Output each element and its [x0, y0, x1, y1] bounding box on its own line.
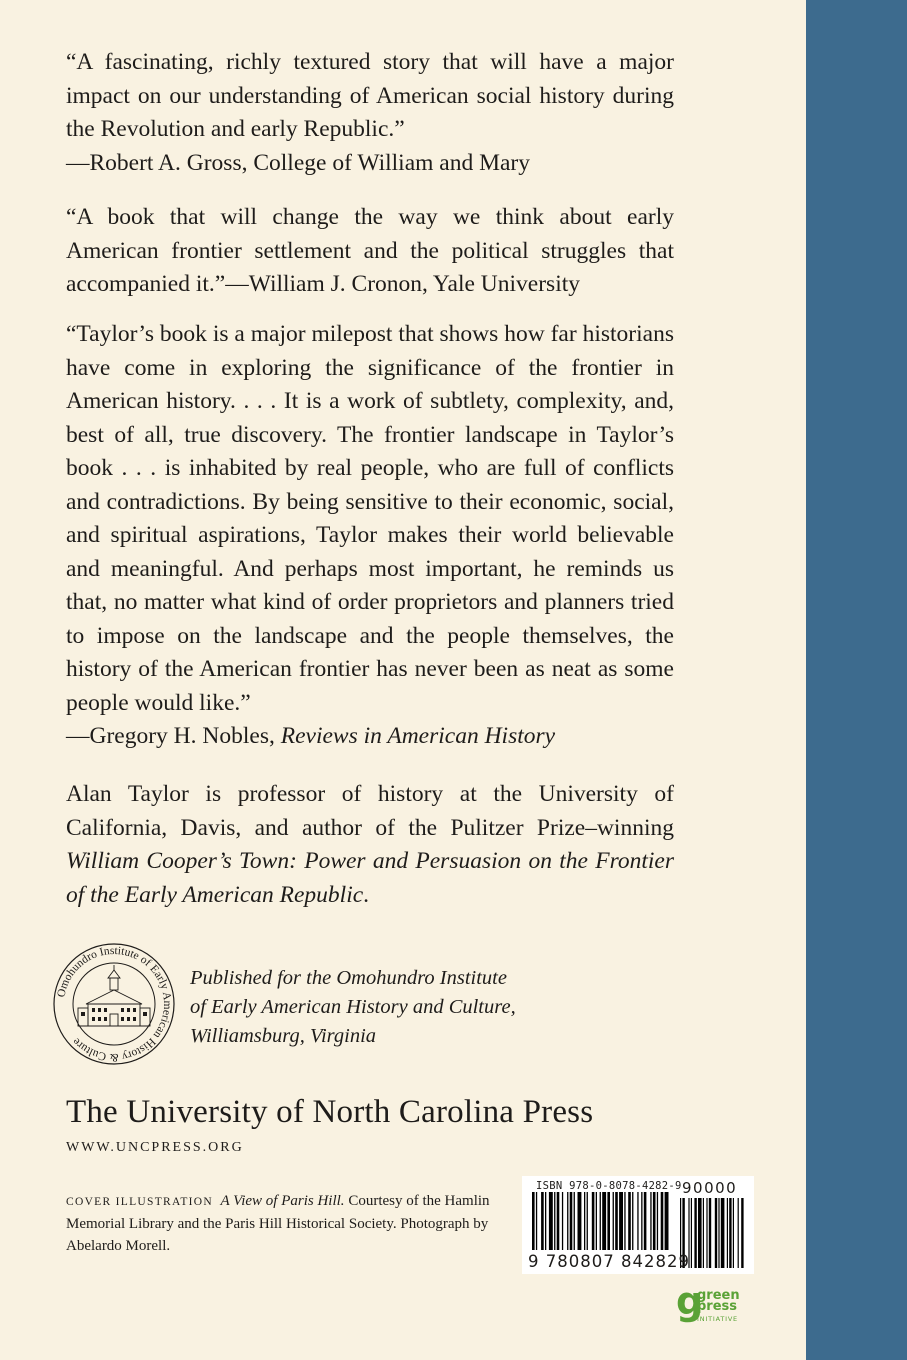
green-press-word-2: press — [697, 1299, 738, 1314]
published-line-2: of Early American History and Culture, — [190, 996, 516, 1018]
review-quote-1 — [66, 46, 674, 180]
isbn-barcode — [522, 1176, 754, 1274]
green-press-initiative-logo — [697, 1290, 740, 1325]
addon-digits: 90000 — [682, 1179, 738, 1197]
review-quote-3 — [66, 318, 674, 754]
author-bio-end: . — [363, 881, 370, 908]
review-quote-2 — [66, 201, 674, 302]
green-press-word-1: green — [697, 1288, 740, 1303]
seal-ring-text: Omohundro Institute of Early American History & Culture — [55, 944, 174, 1064]
author-bio — [66, 778, 674, 912]
omohundro-institute-seal-icon — [52, 942, 176, 1066]
isbn-label: ISBN 978-0-8078-4282-9 — [536, 1180, 682, 1192]
author-bio-text: Alan Taylor is professor of history at the University of California, Davis, and author of the Pulitzer Prize–winning — [66, 781, 674, 841]
review-quote-2-text: “A book that will change the way we think about early American frontier settlement and the political struggles that accompanied it.” — [66, 204, 674, 297]
review-quote-1-attribution: —Robert A. Gross, College of William and Mary — [66, 149, 530, 176]
published-for-note — [190, 964, 610, 1051]
published-line-3: Williamsburg, Virginia — [190, 1025, 377, 1047]
review-quote-3-source: Reviews in American History — [280, 723, 556, 749]
review-quote-3-author: —Gregory H. Nobles, — [66, 723, 281, 749]
cover-credit — [66, 1190, 506, 1257]
green-press-logo-icon: g — [676, 1279, 704, 1323]
cover-credit-label: COVER ILLUSTRATION — [66, 1196, 214, 1208]
review-quote-1-text: “A fascinating, richly textured story that will have a major impact on our understanding of American social history during the Revolution and early Republic.” — [66, 49, 674, 142]
spine-color-strip — [806, 0, 907, 1360]
cover-credit-title: A View of Paris Hill. — [220, 1193, 345, 1209]
ean-digits: 9 780807 842829 — [528, 1252, 690, 1271]
publisher-name: The University of North Carolina Press — [66, 1094, 594, 1130]
author-bio-book-title: William Cooper’s Town: Power and Persuasion on the Frontier of the Early American Republic — [66, 848, 674, 908]
review-quote-3-attribution — [66, 720, 674, 754]
publisher-url: WWW.UNCPRESS.ORG — [66, 1140, 244, 1155]
green-press-word-3: INITIATIVE — [697, 1315, 738, 1323]
review-quote-2-attribution: —William J. Cronon, Yale University — [225, 271, 581, 297]
published-line-1: Published for the Omohundro Institute — [190, 967, 507, 989]
review-quote-3-text: “Taylor’s book is a major milepost that shows how far historians have come in exploring the significance of the frontier in American history. . . . It is a work of subtlety, complexity, and, best of all, true discovery. The frontier landscape in Taylor’s book . . . is inhabited by real people, who are full of conflicts and contradictions. By being sensitive to their economic, social, and spiritual aspirations, Taylor makes their world believable and meaningful. And perhaps most important, he reminds us that, no matter what kind of order proprietors and planners tried to impose on the landscape and the people themselves, the history of the American frontier has never been as neat as some people would like.” — [66, 321, 674, 716]
cover-credit-text: Courtesy of the Hamlin Memorial Library and the Paris Hill Historical Society. Photograph by Abelardo Morell. — [66, 1193, 490, 1254]
